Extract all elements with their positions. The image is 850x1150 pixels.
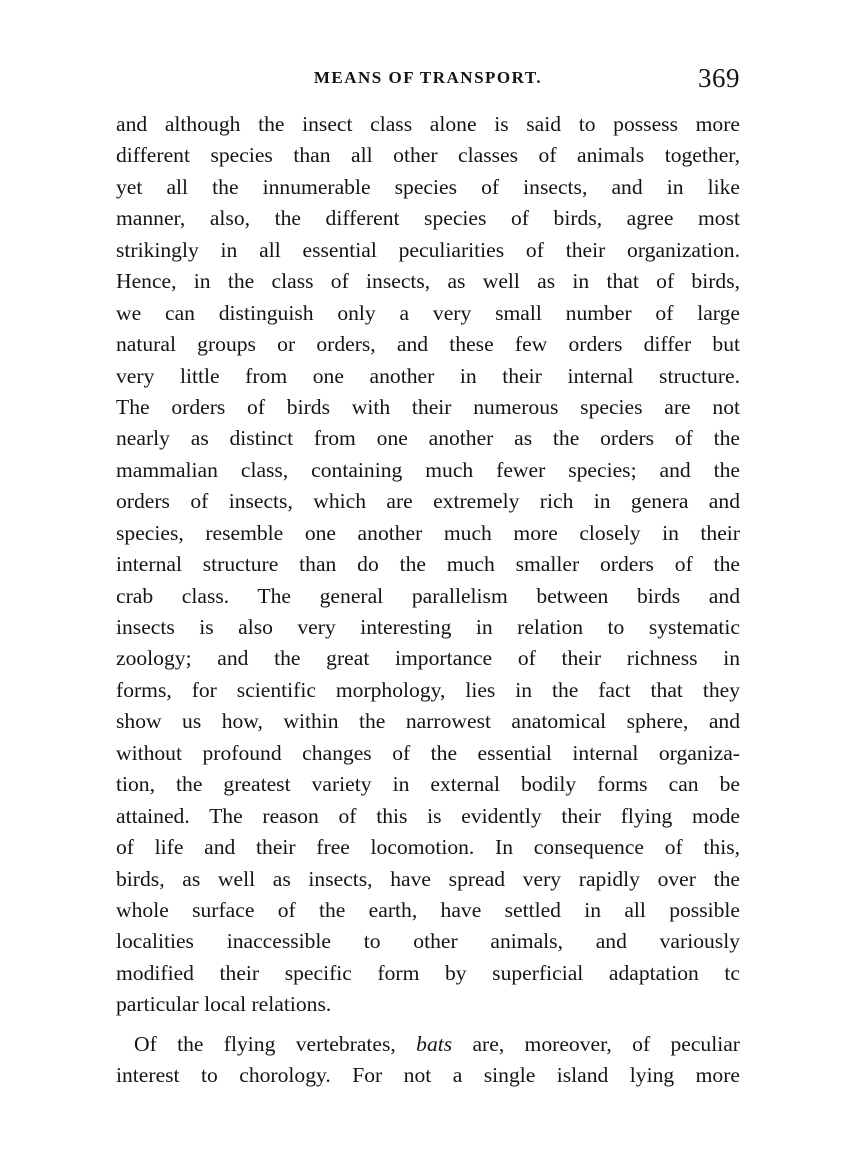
text-line: localities inaccessible to other animals, and variously <box>116 929 740 954</box>
text-line: internal structure than do the much smaller orders of the <box>116 552 740 577</box>
text-line: zoology; and the great importance of their richness in <box>116 646 740 671</box>
page-number: 369 <box>698 63 740 93</box>
text-line: manner, also, the different species of birds, agree most <box>116 206 740 231</box>
text-line: forms, for scientific morphology, lies in the fact that they <box>116 677 740 702</box>
body-text <box>116 109 740 1092</box>
text-line: species, resemble one another much more closely in their <box>116 520 740 545</box>
running-title: MEANS OF TRANSPORT. <box>313 68 543 87</box>
text-line: orders of insects, which are extremely rich in genera and <box>116 489 740 514</box>
text-run: Of the flying vertebrates, <box>134 1031 417 1056</box>
text-line: Hence, in the class of insects, as well as in that of birds, <box>116 269 740 294</box>
text-line: insects is also very interesting in relation to systematic <box>116 615 740 639</box>
text-line: particular local relations. <box>116 992 332 1017</box>
running-head <box>116 63 740 96</box>
text-line: we can distinguish only a very small number of large <box>116 300 740 325</box>
italic-term: bats <box>416 1031 453 1056</box>
text-line: of life and their free locomotion. In consequence of this, <box>116 835 740 860</box>
paragraph-gap <box>116 1021 740 1029</box>
paragraph <box>116 1029 740 1092</box>
text-line: nearly as distinct from one another as the orders of the <box>116 426 740 451</box>
text-line: yet all the innumerable species of insects, and in like <box>116 174 740 199</box>
text-line: very little from one another in their internal structure. <box>116 363 740 388</box>
text-line: crab class. The general parallelism between birds and <box>116 583 740 608</box>
text-run: are, moreover, of peculiar <box>452 1031 740 1056</box>
text-line: whole surface of the earth, have settled in all possible <box>116 897 740 922</box>
text-line: tion, the greatest variety in external bodily forms can be <box>116 772 740 797</box>
text-line: modified their specific form by superficial adaptation tc <box>116 960 740 985</box>
text-line: natural groups or orders, and these few orders differ but <box>116 332 740 357</box>
text-line: strikingly in all essential peculiarities of their organization. <box>116 237 740 262</box>
text-line: The orders of birds with their numerous species are not <box>116 394 740 419</box>
text-line <box>116 1029 740 1060</box>
text-line: different species than all other classes of animals together, <box>116 143 740 168</box>
text-line: show us how, within the narrowest anatomical sphere, and <box>116 709 740 734</box>
text-line: without profound changes of the essential internal organiza- <box>116 740 740 765</box>
text-line: attained. The reason of this is evidently their flying mode <box>116 803 740 828</box>
text-line: birds, as well as insects, have spread very rapidly over the <box>116 866 740 891</box>
text-line: mammalian class, containing much fewer species; and the <box>116 457 740 482</box>
text-line: interest to chorology. For not a single island lying more <box>116 1063 740 1088</box>
paragraph <box>116 109 740 1021</box>
text-line: and although the insect class alone is said to possess more <box>116 112 740 136</box>
